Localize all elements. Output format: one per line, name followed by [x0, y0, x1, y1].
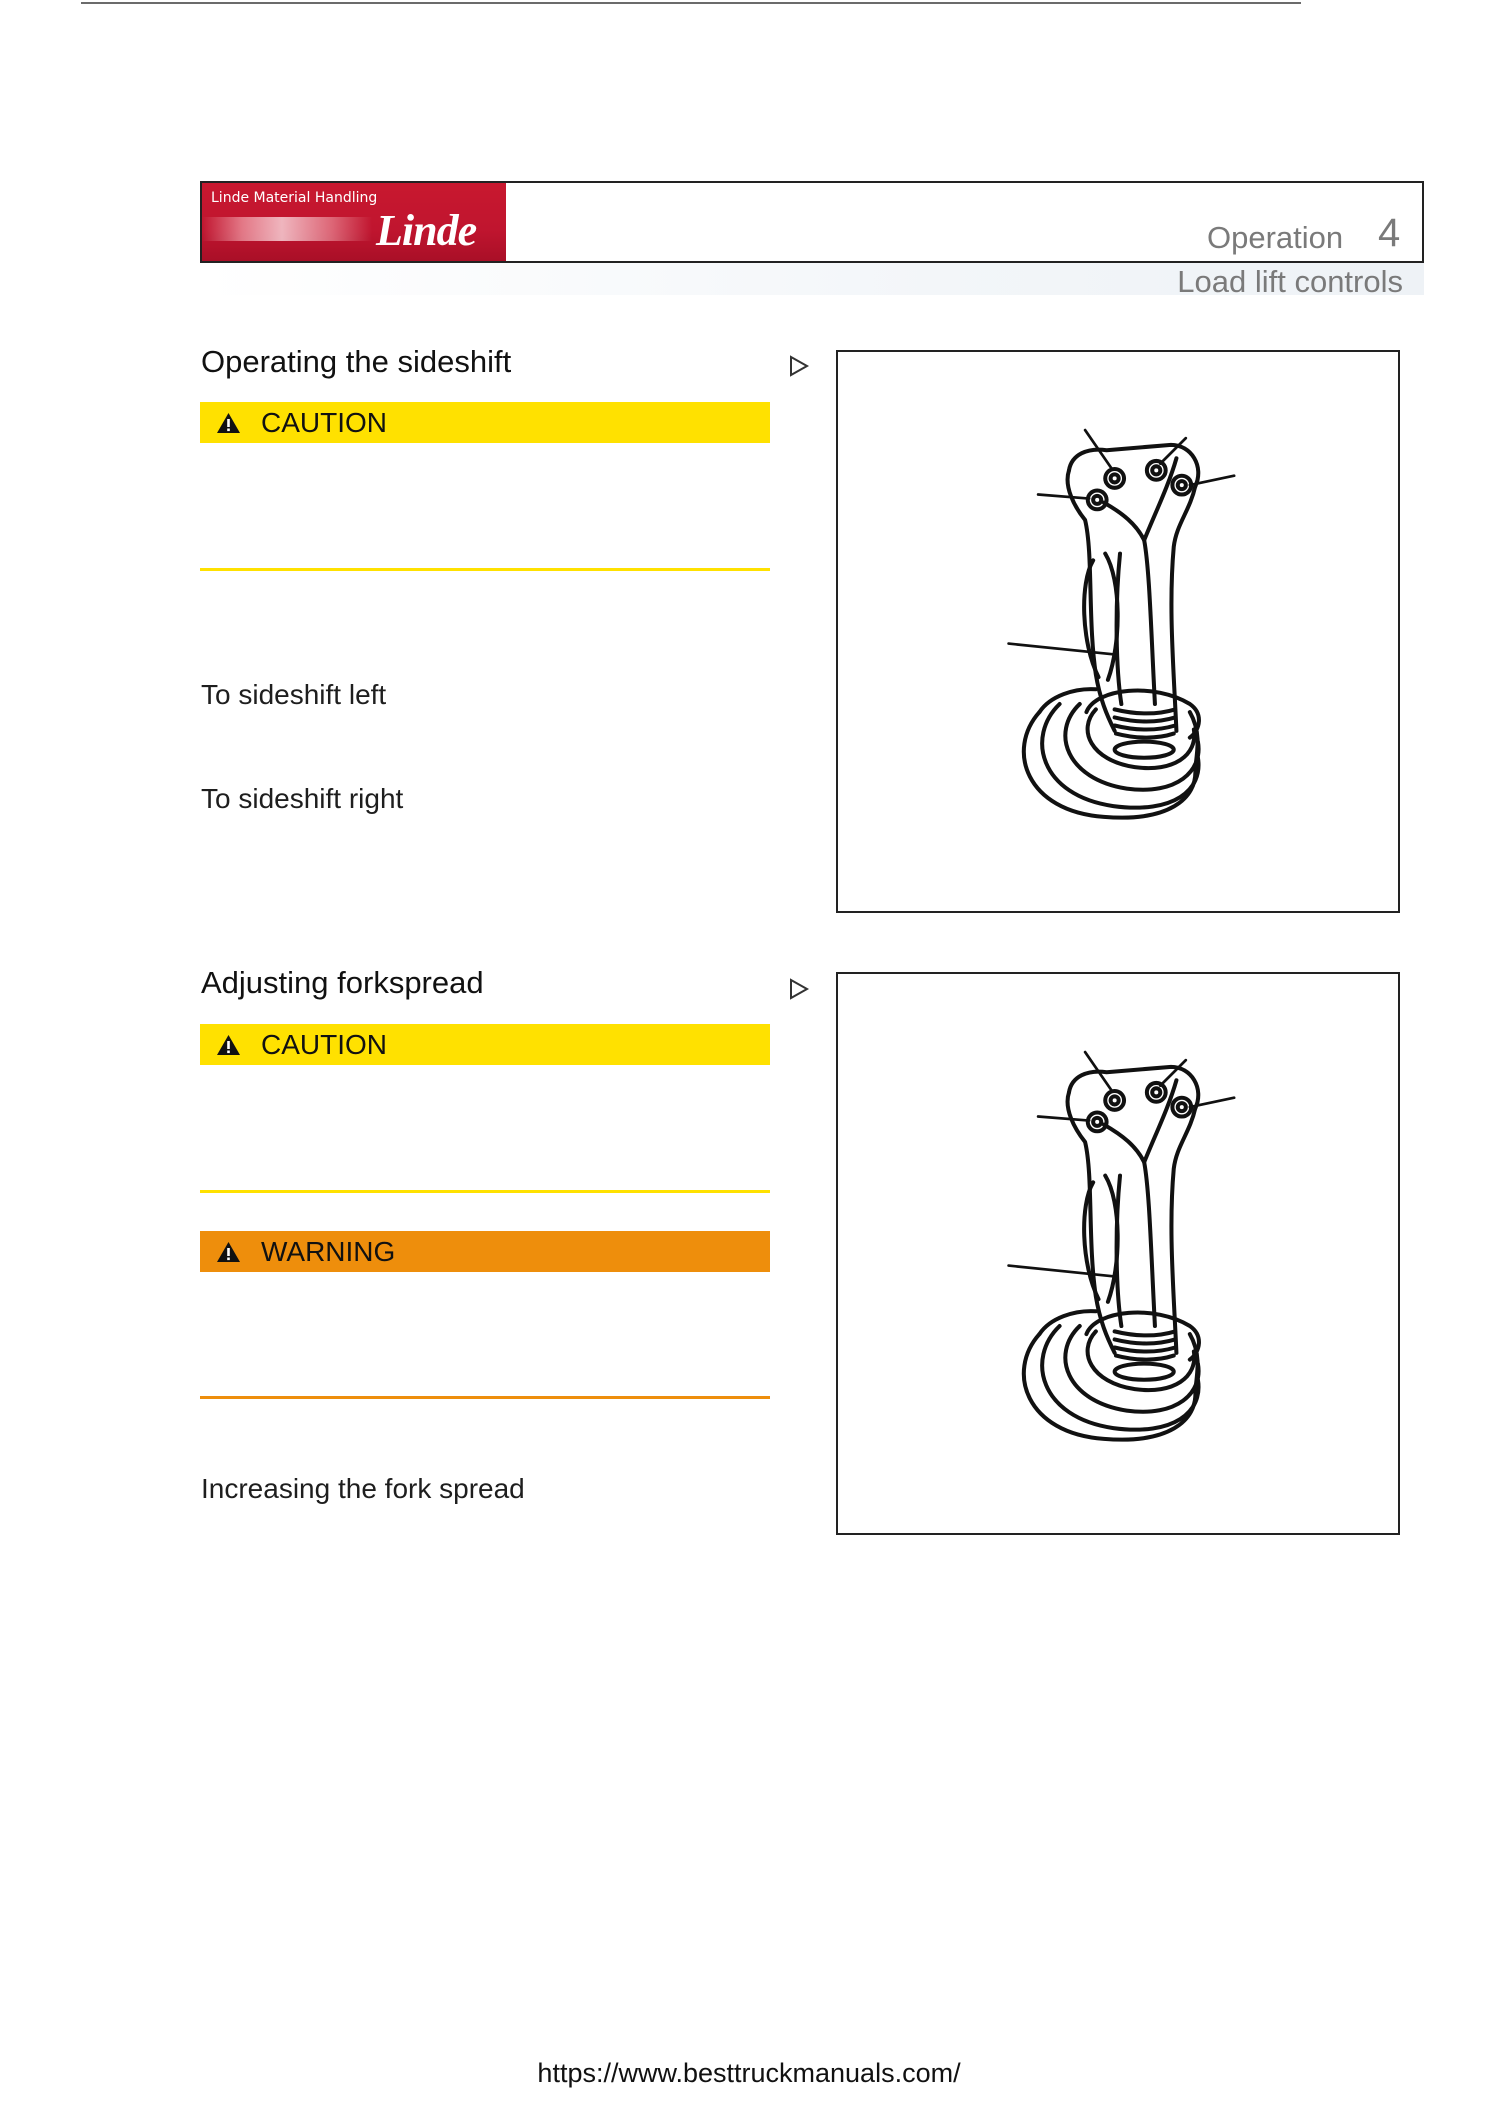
caution-label: CAUTION: [261, 1029, 387, 1060]
section-title: Load lift controls: [1177, 264, 1403, 299]
linde-logo-block: [202, 183, 506, 261]
warning-bar: [200, 1231, 770, 1272]
heading-adjusting-forkspread: Adjusting forkspread: [201, 965, 484, 1000]
joystick-illustration: [838, 974, 1398, 1533]
triangle-right-icon: [788, 354, 810, 378]
chapter-number: 4: [1378, 211, 1401, 255]
heading-operating-sideshift: Operating the sideshift: [201, 344, 512, 379]
warning-triangle-icon: [216, 1241, 241, 1263]
linde-logo: Linde: [376, 206, 477, 255]
joystick-illustration: [838, 352, 1398, 911]
footer-url-link[interactable]: https://www.besttruckmanuals.com/: [537, 2058, 961, 2088]
top-rule: [81, 2, 1301, 4]
brand-tagline: Linde Material Handling: [211, 190, 378, 206]
caution-bar: [200, 402, 770, 443]
warning-triangle-icon: [216, 1034, 241, 1056]
figure-box-forkspread: [836, 972, 1400, 1535]
chapter-title: Operation: [1207, 220, 1344, 255]
warning-end-rule: [200, 1396, 770, 1399]
item-sideshift-right: To sideshift right: [201, 783, 404, 814]
caution-end-rule: [200, 1190, 770, 1193]
caution-bar: [200, 1024, 770, 1065]
figure-box-sideshift: [836, 350, 1400, 913]
triangle-right-icon: [788, 977, 810, 1001]
item-increase-fork-spread: Increasing the fork spread: [201, 1473, 525, 1504]
warning-label: WARNING: [261, 1236, 396, 1267]
item-sideshift-left: To sideshift left: [201, 679, 387, 710]
caution-label: CAUTION: [261, 407, 387, 438]
caution-end-rule: [200, 568, 770, 571]
warning-triangle-icon: [216, 412, 241, 434]
